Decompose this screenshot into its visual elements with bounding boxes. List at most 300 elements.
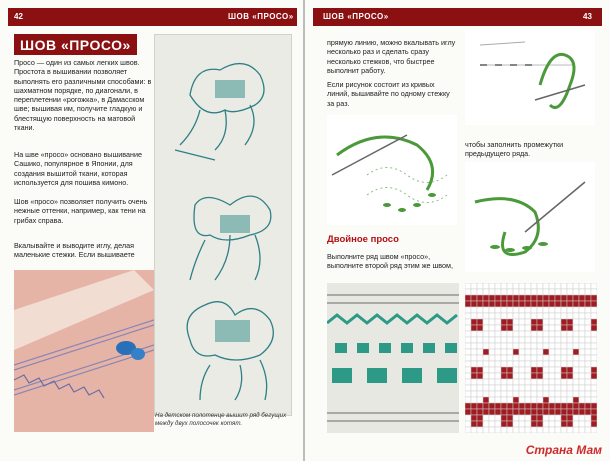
chart-cell bbox=[477, 397, 483, 403]
chart-cell bbox=[477, 355, 483, 361]
chart-cell bbox=[519, 331, 525, 337]
chart-cell bbox=[537, 421, 543, 427]
chart-cell bbox=[519, 385, 525, 391]
chart-cell bbox=[573, 289, 579, 295]
chart-cell bbox=[525, 421, 531, 427]
chart-cell bbox=[525, 415, 531, 421]
chart-cell bbox=[489, 421, 495, 427]
chart-cell bbox=[507, 325, 513, 331]
chart-cell bbox=[501, 409, 507, 415]
chart-cell bbox=[579, 397, 585, 403]
chart-cell bbox=[555, 379, 561, 385]
chart-cell bbox=[513, 361, 519, 367]
chart-cell bbox=[573, 355, 579, 361]
chart-cell bbox=[537, 289, 543, 295]
stitch-diagram-middle bbox=[327, 115, 457, 225]
chart-cell bbox=[519, 427, 525, 433]
chart-cell bbox=[483, 367, 489, 373]
chart-cell bbox=[579, 373, 585, 379]
chart-cell bbox=[549, 409, 555, 415]
chart-cell bbox=[513, 295, 519, 301]
chart-cell bbox=[489, 325, 495, 331]
chart-cell bbox=[561, 361, 567, 367]
chart-cell bbox=[573, 367, 579, 373]
chart-cell bbox=[543, 415, 549, 421]
chart-cell bbox=[525, 319, 531, 325]
chart-cell bbox=[567, 367, 573, 373]
chart-cell bbox=[567, 415, 573, 421]
chart-cell bbox=[585, 331, 591, 337]
chart-cell bbox=[489, 307, 495, 313]
chart-cell bbox=[519, 421, 525, 427]
chart-cell bbox=[543, 343, 549, 349]
chart-cell bbox=[483, 295, 489, 301]
chart-cell bbox=[579, 325, 585, 331]
chart-cell bbox=[537, 397, 543, 403]
chart-cell bbox=[525, 301, 531, 307]
chart-cell bbox=[477, 403, 483, 409]
chart-cell bbox=[483, 313, 489, 319]
left-paragraph-1: Просо — один из самых легких швов. Простота в вышивании позволяет выполнять его различными способами: в шахматном порядке, по диагонали, в переплетении «рогожка», в Дамасском шве; вышивая им, получите гладкую и блестящую поверхность на матовой ткани. bbox=[14, 58, 152, 133]
chart-cell bbox=[573, 337, 579, 343]
chart-cell bbox=[465, 331, 471, 337]
chart-cell bbox=[483, 337, 489, 343]
chart-cell bbox=[567, 283, 573, 289]
chart-cell bbox=[579, 283, 585, 289]
chart-cell bbox=[531, 403, 537, 409]
chart-cell bbox=[477, 319, 483, 325]
stitch-diagram-right bbox=[465, 162, 595, 272]
chart-cell bbox=[525, 427, 531, 433]
chart-cell bbox=[567, 355, 573, 361]
chart-cell bbox=[513, 343, 519, 349]
chart-cell bbox=[465, 301, 471, 307]
chart-cell bbox=[513, 331, 519, 337]
chart-cell bbox=[465, 283, 471, 289]
chart-cell bbox=[585, 367, 591, 373]
chart-cell bbox=[513, 349, 519, 355]
chart-cell bbox=[555, 367, 561, 373]
chart-cell bbox=[579, 421, 585, 427]
chart-cell bbox=[561, 313, 567, 319]
chart-cell bbox=[513, 355, 519, 361]
chart-cell bbox=[519, 343, 525, 349]
chart-cell bbox=[513, 283, 519, 289]
chart-cell bbox=[537, 355, 543, 361]
chart-cell bbox=[471, 373, 477, 379]
photo-caption: На детском полотенце вышит ряд бегущих между двух полосочек котят. bbox=[155, 412, 287, 427]
chart-cell bbox=[579, 355, 585, 361]
chart-cell bbox=[471, 397, 477, 403]
chart-cell bbox=[489, 397, 495, 403]
chart-cell bbox=[495, 283, 501, 289]
chart-cell bbox=[543, 367, 549, 373]
chart-cell bbox=[543, 391, 549, 397]
chart-cell bbox=[495, 391, 501, 397]
chart-cell bbox=[483, 421, 489, 427]
chart-cell bbox=[549, 391, 555, 397]
chart-cell bbox=[483, 355, 489, 361]
chart-cell bbox=[501, 367, 507, 373]
chart-cell bbox=[471, 349, 477, 355]
chart-cell bbox=[549, 415, 555, 421]
chart-cell bbox=[585, 361, 591, 367]
chart-cell bbox=[471, 415, 477, 421]
chart-cell bbox=[561, 343, 567, 349]
chart-cell bbox=[489, 391, 495, 397]
chart-cell bbox=[465, 397, 471, 403]
red-pattern-grid bbox=[465, 283, 597, 433]
chart-cell bbox=[471, 385, 477, 391]
chart-cell bbox=[501, 301, 507, 307]
chart-cell bbox=[495, 409, 501, 415]
chart-cell bbox=[507, 301, 513, 307]
chart-cell bbox=[579, 337, 585, 343]
chart-cell bbox=[471, 307, 477, 313]
chart-cell bbox=[489, 361, 495, 367]
chart-cell bbox=[591, 283, 597, 289]
chart-cell bbox=[501, 343, 507, 349]
right-paragraph-1: прямую линию, можно вкалывать иглу несколько раз и сделать сразу несколько стежков, что быстрее выполнит работу. bbox=[327, 38, 456, 75]
chart-cell bbox=[531, 319, 537, 325]
chart-cell bbox=[519, 289, 525, 295]
chart-cell bbox=[477, 301, 483, 307]
chart-cell bbox=[525, 361, 531, 367]
chart-cell bbox=[495, 295, 501, 301]
chart-cell bbox=[465, 427, 471, 433]
chart-cell bbox=[591, 319, 597, 325]
chart-cell bbox=[477, 367, 483, 373]
chart-cell bbox=[537, 283, 543, 289]
chart-cell bbox=[543, 337, 549, 343]
chart-cell bbox=[477, 349, 483, 355]
chart-cell bbox=[507, 367, 513, 373]
chart-cell bbox=[537, 361, 543, 367]
chart-cell bbox=[507, 331, 513, 337]
chart-cell bbox=[519, 415, 525, 421]
chart-cell bbox=[525, 313, 531, 319]
chart-cell bbox=[579, 403, 585, 409]
chart-cell bbox=[591, 403, 597, 409]
chart-cell bbox=[573, 409, 579, 415]
chart-cell bbox=[585, 409, 591, 415]
chart-cell bbox=[465, 385, 471, 391]
chart-cell bbox=[471, 367, 477, 373]
chart-cell bbox=[519, 295, 525, 301]
chart-cell bbox=[501, 421, 507, 427]
chart-cell bbox=[489, 385, 495, 391]
chart-cell bbox=[465, 415, 471, 421]
chart-cell bbox=[537, 379, 543, 385]
chart-cell bbox=[477, 421, 483, 427]
chart-cell bbox=[471, 313, 477, 319]
chart-cell bbox=[537, 343, 543, 349]
chart-cell bbox=[501, 379, 507, 385]
chart-cell bbox=[537, 403, 543, 409]
chart-cell bbox=[555, 307, 561, 313]
chart-cell bbox=[585, 289, 591, 295]
chart-cell bbox=[579, 319, 585, 325]
chart-cell bbox=[567, 319, 573, 325]
chart-cell bbox=[567, 361, 573, 367]
chart-cell bbox=[507, 385, 513, 391]
chart-cell bbox=[501, 403, 507, 409]
chart-cell bbox=[471, 343, 477, 349]
chart-cell bbox=[561, 325, 567, 331]
chart-cell bbox=[585, 355, 591, 361]
chart-cell bbox=[579, 349, 585, 355]
chart-cell bbox=[525, 403, 531, 409]
chart-cell bbox=[543, 295, 549, 301]
towel-photo bbox=[14, 270, 154, 432]
chart-cell bbox=[525, 349, 531, 355]
chart-cell bbox=[537, 427, 543, 433]
chart-cell bbox=[537, 409, 543, 415]
chart-cell bbox=[489, 373, 495, 379]
chart-cell bbox=[465, 289, 471, 295]
chart-cell bbox=[543, 325, 549, 331]
chart-cell bbox=[543, 349, 549, 355]
chart-cell bbox=[585, 283, 591, 289]
chart-cell bbox=[495, 367, 501, 373]
chart-cell bbox=[519, 391, 525, 397]
chart-cell bbox=[555, 415, 561, 421]
chart-cell bbox=[549, 319, 555, 325]
right-running-title: ШОВ «ПРОСО» bbox=[323, 12, 389, 21]
chart-cell bbox=[501, 307, 507, 313]
chart-cell bbox=[495, 337, 501, 343]
chart-cell bbox=[543, 331, 549, 337]
chart-cell bbox=[549, 421, 555, 427]
chart-cell bbox=[483, 385, 489, 391]
chart-cell bbox=[543, 355, 549, 361]
chart-cell bbox=[477, 295, 483, 301]
chart-cell bbox=[561, 379, 567, 385]
chart-cell bbox=[525, 397, 531, 403]
left-paragraph-3: Шов «просо» позволяет получить очень нежные оттенки, например, как тени на грибах справа. bbox=[14, 197, 148, 225]
chart-cell bbox=[501, 325, 507, 331]
chart-cell bbox=[543, 361, 549, 367]
chart-cell bbox=[543, 409, 549, 415]
chart-cell bbox=[567, 337, 573, 343]
chart-cell bbox=[561, 349, 567, 355]
chart-cell bbox=[489, 355, 495, 361]
chart-cell bbox=[567, 289, 573, 295]
chart-cell bbox=[555, 313, 561, 319]
chart-cell bbox=[519, 301, 525, 307]
chart-cell bbox=[561, 391, 567, 397]
chart-cell bbox=[573, 307, 579, 313]
chart-cell bbox=[549, 427, 555, 433]
teal-pattern-drawing bbox=[327, 283, 459, 433]
chart-cell bbox=[549, 379, 555, 385]
chart-cell bbox=[591, 373, 597, 379]
chart-cell bbox=[471, 331, 477, 337]
chart-cell bbox=[549, 373, 555, 379]
chart-cell bbox=[531, 325, 537, 331]
chart-cell bbox=[555, 403, 561, 409]
chart-cell bbox=[567, 391, 573, 397]
chart-cell bbox=[591, 355, 597, 361]
chart-cell bbox=[549, 349, 555, 355]
chart-cell bbox=[555, 421, 561, 427]
chart-cell bbox=[543, 379, 549, 385]
cross-stitch-chart bbox=[465, 283, 597, 433]
chart-cell bbox=[513, 337, 519, 343]
chart-cell bbox=[555, 325, 561, 331]
chart-cell bbox=[537, 373, 543, 379]
chart-cell bbox=[507, 283, 513, 289]
chart-cell bbox=[525, 409, 531, 415]
chart-cell bbox=[483, 283, 489, 289]
chart-cell bbox=[561, 409, 567, 415]
chart-cell bbox=[483, 331, 489, 337]
chart-cell bbox=[507, 373, 513, 379]
chart-cell bbox=[591, 289, 597, 295]
chart-cell bbox=[495, 355, 501, 361]
chart-cell bbox=[483, 307, 489, 313]
chart-cell bbox=[561, 295, 567, 301]
chart-cell bbox=[495, 361, 501, 367]
chart-cell bbox=[573, 325, 579, 331]
right-side-note: чтобы заполнить промежутки предыдущего ряда. bbox=[465, 140, 564, 159]
chart-cell bbox=[477, 307, 483, 313]
chart-cell bbox=[531, 337, 537, 343]
chart-cell bbox=[501, 427, 507, 433]
chart-cell bbox=[513, 373, 519, 379]
chart-cell bbox=[519, 361, 525, 367]
chart-cell bbox=[531, 349, 537, 355]
chart-cell bbox=[501, 283, 507, 289]
chart-cell bbox=[525, 385, 531, 391]
chart-cell bbox=[489, 427, 495, 433]
chart-cell bbox=[507, 409, 513, 415]
chart-cell bbox=[501, 313, 507, 319]
chart-cell bbox=[501, 361, 507, 367]
chart-cell bbox=[471, 427, 477, 433]
chart-cell bbox=[585, 397, 591, 403]
chart-cell bbox=[471, 379, 477, 385]
chart-cell bbox=[591, 409, 597, 415]
chart-cell bbox=[537, 337, 543, 343]
chart-cell bbox=[573, 319, 579, 325]
chart-cell bbox=[561, 403, 567, 409]
chart-cell bbox=[591, 313, 597, 319]
chart-cell bbox=[543, 307, 549, 313]
chart-cell bbox=[543, 427, 549, 433]
chart-cell bbox=[477, 313, 483, 319]
chart-cell bbox=[471, 403, 477, 409]
chart-cell bbox=[465, 373, 471, 379]
chart-cell bbox=[495, 319, 501, 325]
chart-cell bbox=[495, 349, 501, 355]
chart-cell bbox=[579, 367, 585, 373]
chart-cell bbox=[591, 361, 597, 367]
chart-cell bbox=[525, 307, 531, 313]
chart-cell bbox=[477, 385, 483, 391]
chart-cell bbox=[489, 409, 495, 415]
chart-cell bbox=[549, 325, 555, 331]
chart-cell bbox=[573, 313, 579, 319]
chart-cell bbox=[471, 283, 477, 289]
chart-cell bbox=[573, 379, 579, 385]
chart-cell bbox=[579, 343, 585, 349]
chart-cell bbox=[573, 421, 579, 427]
chart-cell bbox=[477, 391, 483, 397]
chart-cell bbox=[561, 427, 567, 433]
chart-cell bbox=[513, 313, 519, 319]
chart-cell bbox=[483, 343, 489, 349]
chart-cell bbox=[543, 385, 549, 391]
chart-cell bbox=[543, 421, 549, 427]
chart-cell bbox=[555, 283, 561, 289]
chart-cell bbox=[531, 421, 537, 427]
chart-cell bbox=[501, 385, 507, 391]
chart-cell bbox=[507, 319, 513, 325]
chart-cell bbox=[549, 343, 555, 349]
chart-cell bbox=[585, 319, 591, 325]
chart-cell bbox=[513, 409, 519, 415]
chart-cell bbox=[591, 301, 597, 307]
chart-cell bbox=[507, 391, 513, 397]
chart-cell bbox=[573, 403, 579, 409]
chart-cell bbox=[513, 385, 519, 391]
chart-cell bbox=[585, 337, 591, 343]
chart-cell bbox=[591, 391, 597, 397]
chart-cell bbox=[477, 289, 483, 295]
chart-cell bbox=[507, 421, 513, 427]
chart-cell bbox=[483, 373, 489, 379]
chart-cell bbox=[507, 313, 513, 319]
chart-cell bbox=[573, 373, 579, 379]
chart-cell bbox=[555, 319, 561, 325]
chart-cell bbox=[549, 313, 555, 319]
chart-cell bbox=[591, 385, 597, 391]
chart-cell bbox=[573, 427, 579, 433]
chart-cell bbox=[543, 373, 549, 379]
chart-cell bbox=[477, 361, 483, 367]
chart-cell bbox=[501, 373, 507, 379]
chart-cell bbox=[513, 427, 519, 433]
chart-cell bbox=[525, 283, 531, 289]
chart-cell bbox=[585, 349, 591, 355]
chart-cell bbox=[531, 307, 537, 313]
chart-cell bbox=[495, 421, 501, 427]
chart-cell bbox=[537, 391, 543, 397]
chart-cell bbox=[555, 373, 561, 379]
chart-cell bbox=[495, 415, 501, 421]
chart-cell bbox=[465, 319, 471, 325]
chart-cell bbox=[585, 295, 591, 301]
chart-cell bbox=[477, 283, 483, 289]
chart-cell bbox=[567, 397, 573, 403]
chart-cell bbox=[567, 331, 573, 337]
chart-cell bbox=[555, 391, 561, 397]
chart-cell bbox=[579, 385, 585, 391]
chart-cell bbox=[543, 397, 549, 403]
right-page bbox=[305, 0, 610, 461]
chart-cell bbox=[567, 409, 573, 415]
chart-cell bbox=[561, 283, 567, 289]
chart-cell bbox=[591, 295, 597, 301]
mushroom-embroidery-drawing bbox=[155, 35, 291, 415]
chart-cell bbox=[489, 331, 495, 337]
chart-cell bbox=[555, 361, 561, 367]
chart-cell bbox=[489, 343, 495, 349]
chart-cell bbox=[567, 403, 573, 409]
chart-cell bbox=[519, 355, 525, 361]
chart-cell bbox=[549, 301, 555, 307]
